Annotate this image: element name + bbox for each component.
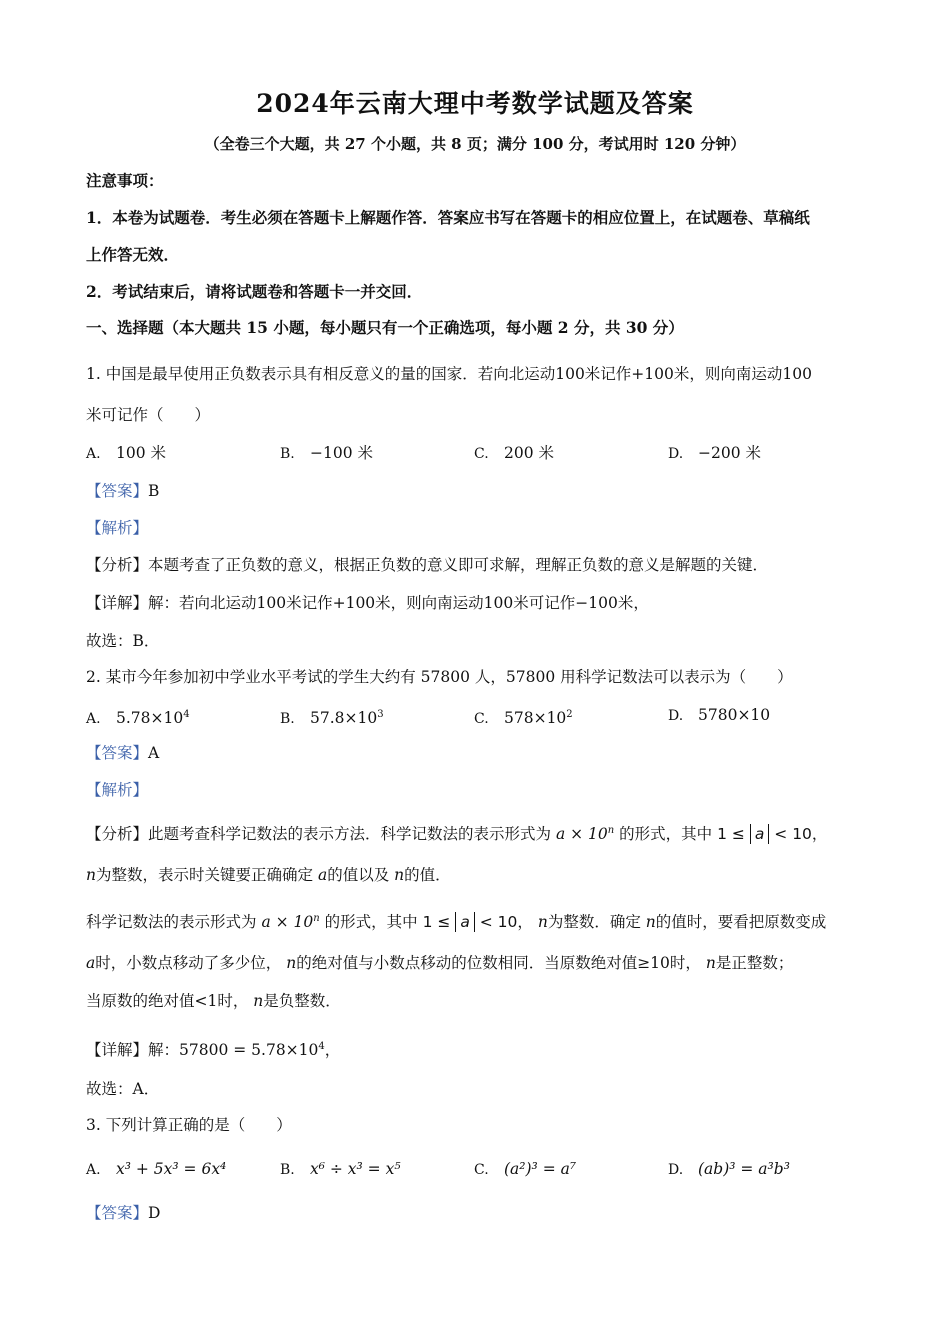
q2-para-line-2: a时，小数点移动了多少位， n的绝对值与小数点移动的位数相同．当原数绝对值≥10时， n是正整数； (86, 954, 794, 972)
q1-answer: 【答案】B (86, 482, 160, 500)
q1-option-a: A. 100 米 (86, 444, 167, 462)
section-1-heading: 一、选择题（本大题共 15 小题，每小题只有一个正确选项，每小题 2 分，共 30 分） (86, 318, 684, 337)
q1-option-c: C. 200 米 (474, 444, 555, 462)
q2-choose: 故选：A． (86, 1080, 160, 1098)
q3-option-a: A. x³ + 5x³ = 6x⁴ (86, 1160, 227, 1178)
notice-heading: 注意事项： (86, 171, 164, 190)
notice-item-2: 2．考试结束后，请将试题卷和答题卡一并交回． (86, 282, 423, 301)
q3-stem: 3. 下列计算正确的是（ ） (86, 1116, 292, 1134)
q1-option-b: B. −100 米 (280, 444, 373, 462)
q3-option-d: D. (ab)³ = a³b³ (668, 1160, 790, 1178)
q2-jiexi-label: 【解析】 (86, 781, 149, 799)
q1-jiexi-label: 【解析】 (86, 519, 149, 537)
q2-option-d: D. 5780×10 (668, 706, 771, 724)
q2-analysis-line-2: n为整数，表示时关键要正确确定 a的值以及 n的值． (86, 866, 451, 884)
q2-option-b: B. $57.8\times 10^3$ (280, 709, 384, 727)
page-subtitle: （全卷三个大题，共 27 个小题，共 8 页；满分 100 分，考试用时 120 分钟） (204, 135, 746, 153)
page-title: 2024年云南大理中考数学试题及答案 (256, 89, 694, 118)
q2-answer: 【答案】A (86, 744, 160, 762)
q2-para-line-1: 科学记数法的表示形式为 $a \times 10^n$ 的形式，其中 1 ≤ a < 10， n为整数．确定 n的值时，要看把原数变成 (86, 913, 827, 931)
q3-option-b: B. x⁶ ÷ x³ = x⁵ (280, 1160, 401, 1178)
q1-option-d: D. −200 米 (668, 444, 761, 462)
q2-detail: 【详解】解：$57800 = 5.78\times 10^4$， (86, 1041, 341, 1059)
notice-item-1-line-2: 上作答无效． (86, 245, 180, 264)
q1-stem-line-2: 米可记作（ ） (86, 406, 211, 424)
q3-option-c: C. (a²)³ = a⁷ (474, 1160, 577, 1178)
q1-detail: 【详解】解：若向北运动100米记作+100米，则向南运动100米可记作−100米， (86, 594, 649, 612)
q2-para-line-3: 当原数的绝对值<1时， n是负整数． (86, 992, 341, 1010)
q2-stem: 2. 某市今年参加初中学业水平考试的学生大约有 57800 人，57800 用科学记数法可以表示为（ ） (86, 668, 793, 686)
q1-analysis: 【分析】本题考查了正负数的意义，根据正负数的意义即可求解，理解正负数的意义是解题的关键． (86, 556, 769, 574)
q3-answer: 【答案】D (86, 1204, 161, 1222)
q1-choose: 故选：B． (86, 632, 160, 650)
q2-option-c: C. $578\times 10^2$ (474, 709, 573, 727)
q2-option-a: A. $5.78\times 10^4$ (86, 709, 190, 727)
notice-item-1-line-1: 1．本卷为试题卷．考生必须在答题卡上解题作答．答案应书写在答题卡的相应位置上，在试题卷、草稿纸 (86, 208, 810, 227)
q2-analysis-line-1: 【分析】此题考查科学记数法的表示方法．科学记数法的表示形式为 $a \times 10^n$ 的形式，其中 1 ≤ a < 10， (86, 825, 828, 843)
q1-stem-line-1: 1. 中国是最早使用正负数表示具有相反意义的量的国家．若向北运动100米记作+100米，则向南运动100 (86, 365, 812, 383)
